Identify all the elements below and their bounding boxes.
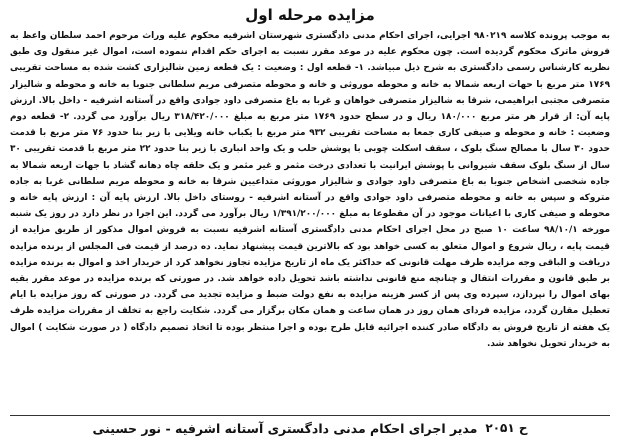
notice-code: ح ۲۰۵۱ (485, 421, 528, 435)
notice-signature: مدیر اجرای احکام مدنی دادگستری آستانه اشرفیه - نور حسینی (92, 420, 478, 436)
notice-footer (10, 415, 610, 440)
notice-body: به موجب پرونده کلاسه ۹۸۰۲۱۹ اجرایی، اجرای احکام مدنی دادگستری شهرستان اشرفیه محکوم علیه وراث مرحوم احمد سلطان واعظ به فروش ماترک محکوم گردیده است. چون محکوم علیه در موعد مقرر نسبت به اجرای حکم اقدام ننموده است، اموال غیر منقول وی طبق نظریه کارشناس رسمی دادگستری به شرح ذیل مبیاشد. ۱- قطعه اول : وضعیت : یک قطعه زمین شالیزاری کشت شده به مساحت تقریبی ۱۷۶۹ متر مربع با حهات اربعه شمالا به خانه و محوطه موروثی و خانه و محوطه متصرفی مریم سلطانی جنوبا به خانه و محوطه و شالیزار متصرفی مجتبی ابراهیمی، شرقا به شالیزار متصرفی خواهان و غربا به باغ متصرفی داود جوادی واقع در آستانه اشرفیه - داخل بالا. ارزش پایه آن: از قرار هر متر مربع ۱۸۰/۰۰۰ ریال و در سطح حدود ۱۷۶۹ متر مربع به مبلغ ۳۱۸/۴۲۰/۰۰۰ ریال برآورد می گردد. ۲- قطعه دوم وضعیت : خانه و محوطه و صیفی کاری جمعا به مساحت تقریبی ۹۳۲ متر مربع با یکباب خانه ویلایی با زیر بنا حدود ۷۶ متر مربع با قدمت حدود ۳۰ سال با مصالح سنگ بلوک ، سقف اسکلت چوبی با پوشش حلب و یک واحد انباری با زیر بنا حدود ۲۲ متر مربع با قدمت تقریبی ۳۰ سال از سنگ بلوک سقف شیروانی با پوشش ایرانیت با تعدادی درخت مثمر و غیر مثمر و یک حلقه چاه دهانه گشاد با جهات اربعه شمالا به جاده شخصی اشخاص جنوبا به باغ متصرفی داود جوادی و شالیزار موروثی متداعیین شرقا به خانه و محوطه مریم سلطانی غربا به جاده متروکه و سپس به خانه و محوطه متصرفی داود جوادی واقع در آستانه اشرفیه - روستای داخل بالا. ارزش پایه آن : ارزش پایه خانه و محوطه و صیفی کاری با اعیانات موجود در آن مقطوعا به مبلغ ۱/۳۹۱/۲۰۰/۰۰۰ ریال برآورد می گردد. این اجرا در نظر دارد در روز یک شنبه مورخه ۹۸/۱۰/۱ ساعت ۱۰ صبح در محل اجرای احکام مدنی دادگستری آستانه اشرفیه نسبت به فروش اموال مذکور از طریق مزایده از قیمت پایه ، ریال شروع و اموال متعلق به کسی خواهد بود که بالاترین قیمت پیشنهاد نماید. ده درصد از قیمت فی المجلس از برنده مزایده دریافت و الباقی وجه مزایده ظرف مهلت قانونی که حداکثر یک ماه از تاریخ مزایده تجاوز نخواهد کرد از خریدار اخذ و اموال به برنده مزایده بر طبق قانون و مقررات انتقال و چنانچه منع قانونی نداشته باشد تحویل داده خواهد شد. در صورتی که برنده مزایده در موعد مقرر بقیه بهای اموال را نپردازد، سپرده وی پس از کسر هزینه مزایده به نفع دولت ضبط و مزایده تجدید می گردد. در صورتی که روز مزایده با ایام تعطیل مقارن گردد، مزایده فردای همان روز در همان ساعت و همان مکان برگزار می گردد. شکایت راجع به تخلف از مقررات مزایده ظرف یک هفته از تاریخ فروش به دادگاه صادر کننده اجرائیه قابل طرح بوده و اجرا منتظر بوده تا اتخاذ تصمیم دادگاه ( در صورت شکایت ) اموال به خریدار تحویل نخواهد شد. (10, 31, 610, 349)
notice-title: مزایده مرحله اول (245, 6, 375, 24)
auction-notice (10, 4, 610, 440)
